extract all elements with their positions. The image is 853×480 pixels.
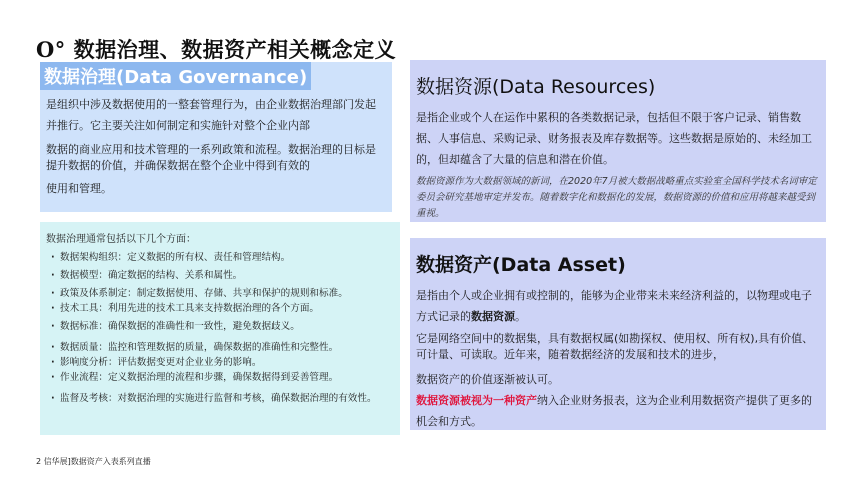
governance-aspects-card: [40, 222, 400, 435]
resources-heading: 数据资源(Data Resources): [416, 76, 656, 98]
footer-caption: 2 信华展]数据资产入表系列直播: [36, 457, 151, 466]
aspect-item: · 监督及考核：对数据治理的实施进行监督和考核，确保数据治理的有效性。: [60, 392, 392, 405]
resources-note: 数据资源作为大数据领域的新词，在2020年7月被大数据战略重点实验室全国科学技术名词审定委员会研究基地审定并发布。随着数字化和数据化的发展，数据资源的价值和应用将越来越受到重视。: [416, 176, 817, 219]
asset-text-4-rest: 纳入企业财务报表，这为企业利用数据资产提供了更多的机会和方式。: [416, 394, 812, 428]
asset-text-1-bold: 数据资源: [471, 310, 515, 323]
aspects-intro: 数据治理通常包括以下几个方面：: [46, 234, 196, 245]
aspect-item: · 数据模型：确定数据的结构、关系和属性。: [60, 269, 392, 282]
page-title: O° 数据治理、数据资产相关概念定义: [36, 37, 397, 62]
asset-text-2: 它是网络空间中的数据集，具有数据权属(如勘探权、使用权、所有权),具有价值、可计量、可读取。近年来，随着数据经济的发展和技术的进步，: [416, 332, 814, 361]
aspect-item: · 数据质量：监控和管理数据的质量，确保数据的准确性和完整性。: [60, 341, 392, 354]
asset-text-1-end: 。: [515, 310, 526, 323]
asset-heading: 数据资产(Data Asset): [416, 254, 626, 276]
aspect-item: · 影响度分析：评估数据变更对企业业务的影响。: [60, 356, 392, 369]
asset-text-3: 数据资产的价值逐渐被认可。: [416, 373, 559, 386]
asset-card: [410, 238, 826, 430]
aspect-item: · 作业流程：定义数据治理的流程和步骤，确保数据得到妥善管理。: [60, 371, 392, 384]
governance-card: [40, 62, 392, 212]
asset-text-1: [416, 285, 820, 327]
aspect-item: · 数据架构组织：定义数据的所有权、责任和管理结构。: [60, 251, 392, 264]
asset-highlight: 数据资源被视为一种资产: [416, 394, 537, 407]
governance-heading: 数据治理(Data Governance): [40, 62, 311, 90]
governance-text-1: 是组织中涉及数据使用的一整套管理行为，由企业数据治理部门发起并推行。它主要关注如何制定和实施针对整个企业内部: [46, 98, 376, 132]
governance-text-3: 使用和管理。: [46, 182, 112, 195]
resources-card: [410, 60, 826, 222]
aspect-item: · 政策及体系制定：制定数据使用、存储、共享和保护的规则和标准。: [60, 287, 392, 300]
governance-text-2: 数据的商业应用和技术管理的一系列政策和流程。数据治理的目标是提升数据的价值，并确保数据在整个企业中得到有效的: [46, 143, 376, 172]
aspect-item: · 数据标准：确保数据的准确性和一致性，避免数据歧义。: [60, 320, 392, 333]
resources-text: 是指企业或个人在运作中累积的各类数据记录，包括但不限于客户记录、销售数据、人事信息、采购记录、财务报表及库存数据等。这些数据是原始的、未经加工的，但却蕴含了大量的信息和潜在价值。: [416, 111, 812, 166]
aspect-item: · 技术工具：利用先进的技术工具来支持数据治理的各个方面。: [60, 302, 392, 315]
asset-text-1-start: 是指由个人或企业拥有或控制的，能够为企业带来未来经济利益的，以物理或电子方式记录的: [416, 289, 812, 323]
asset-text-4: [416, 390, 820, 432]
